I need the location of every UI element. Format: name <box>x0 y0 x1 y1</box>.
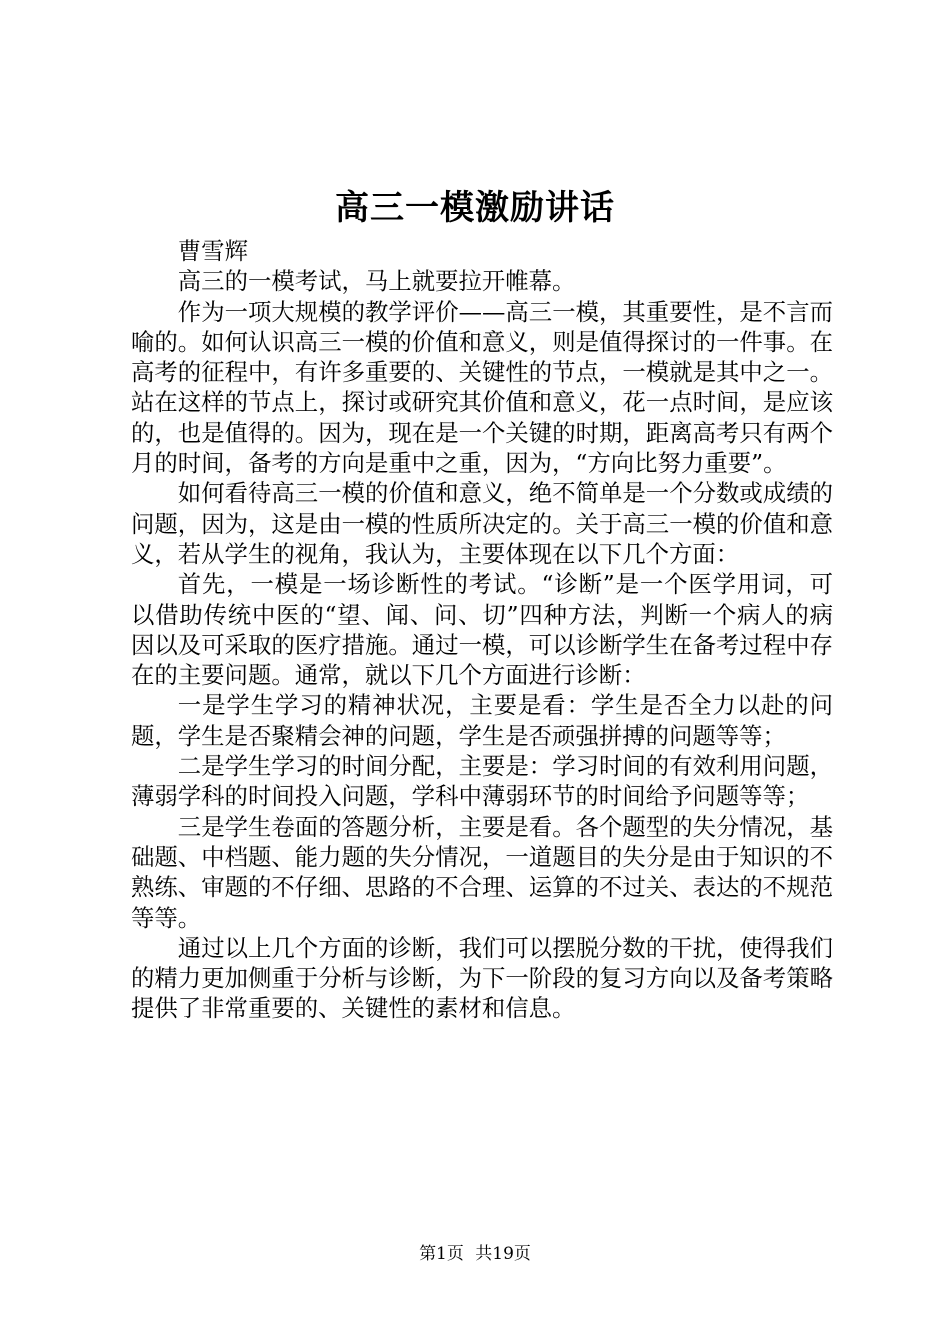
document-body <box>131 236 833 1024</box>
paragraph: 三是学生卷面的答题分析，主要是看。各个题型的失分情况，基础题、中档题、能力题的失分情况，一道题目的失分是由于知识的不熟练、审题的不仔细、思路的不合理、运算的不过关、表达的不规范等等。 <box>131 812 833 932</box>
paragraph: 一是学生学习的精神状况，主要是看：学生是否全力以赴的问题，学生是否聚精会神的问题，学生是否顽强拼搏的问题等等； <box>131 691 833 750</box>
paragraph: 通过以上几个方面的诊断，我们可以摆脱分数的干扰，使得我们的精力更加侧重于分析与诊断，为下一阶段的复习方向以及备考策略提供了非常重要的、关键性的素材和信息。 <box>131 933 833 1023</box>
document-title: 高三一模激励讲话 <box>335 188 615 228</box>
paragraph: 首先，一模是一场诊断性的考试。“诊断”是一个医学用词，可以借助传统中医的“望、闻、问、切”四种方法，判断一个病人的病因以及可采取的医疗措施。通过一模，可以诊断学生在备考过程中存在的主要问题。通常，就以下几个方面进行诊断： <box>131 570 833 690</box>
page-total: 共19页 <box>475 1244 531 1264</box>
author-line: 曹雪辉 <box>177 237 248 265</box>
paragraph: 如何看待高三一模的价值和意义，绝不简单是一个分数或成绩的问题，因为，这是由一模的性质所决定的。关于高三一模的价值和意义，若从学生的视角，我认为，主要体现在以下几个方面： <box>131 479 833 568</box>
paragraph: 二是学生学习的时间分配，主要是：学习时间的有效利用问题，薄弱学科的时间投入问题，学科中薄弱环节的时间给予问题等等； <box>131 752 833 811</box>
paragraph: 作为一项大规模的教学评价——高三一模，其重要性，是不言而喻的。如何认识高三一模的价值和意义，则是值得探讨的一件事。在高考的征程中，有许多重要的、关键性的节点，一模就是其中之一。站在这样的节点上，探讨或研究其价值和意义，花一点时间，是应该的，也是值得的。因为，现在是一个关键的时期，距离高考只有两个月的时间，备考的方向是重中之重，因为，“方向比努力重要”。 <box>131 297 833 478</box>
paragraph: 高三的一模考试，马上就要拉开帷幕。 <box>177 267 576 296</box>
page-footer <box>0 1243 950 1265</box>
page-number: 第1页 <box>419 1244 464 1264</box>
